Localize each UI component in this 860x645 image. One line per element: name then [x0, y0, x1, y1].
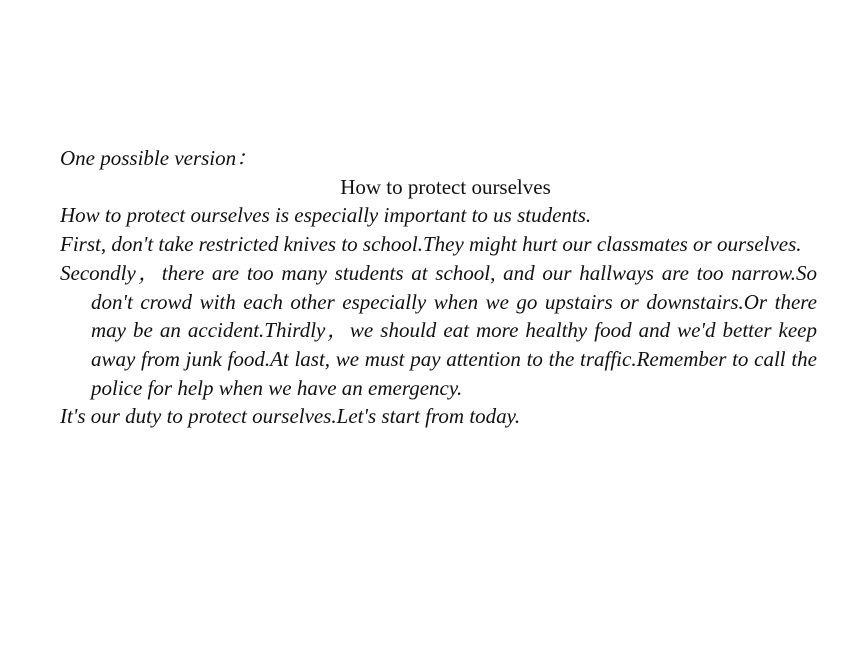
paragraph-intro: How to protect ourselves is especially important to us students.	[60, 203, 592, 228]
paragraph-conclusion: It's our duty to protect ourselves.Let's start from today.	[60, 404, 521, 429]
paragraph-second: Secondly，there are too many students at school, and our hallways are too narrow.So don't crowd with each other especially when we go upstairs or downstairs.Or there may be an accident.Thirdly，we should eat more healthy food and we'd better keep away from junk food.At last, we must pay attention to the traffic.Remember to call the police for help when we have an emergency.	[60, 260, 817, 400]
essay-title: How to protect ourselves	[340, 174, 551, 199]
essay	[60, 144, 817, 431]
paragraph-first: First, don't take restricted knives to school.They might hurt our classmates or ourselves.	[60, 232, 802, 257]
version-label: One possible version：	[60, 146, 258, 170]
